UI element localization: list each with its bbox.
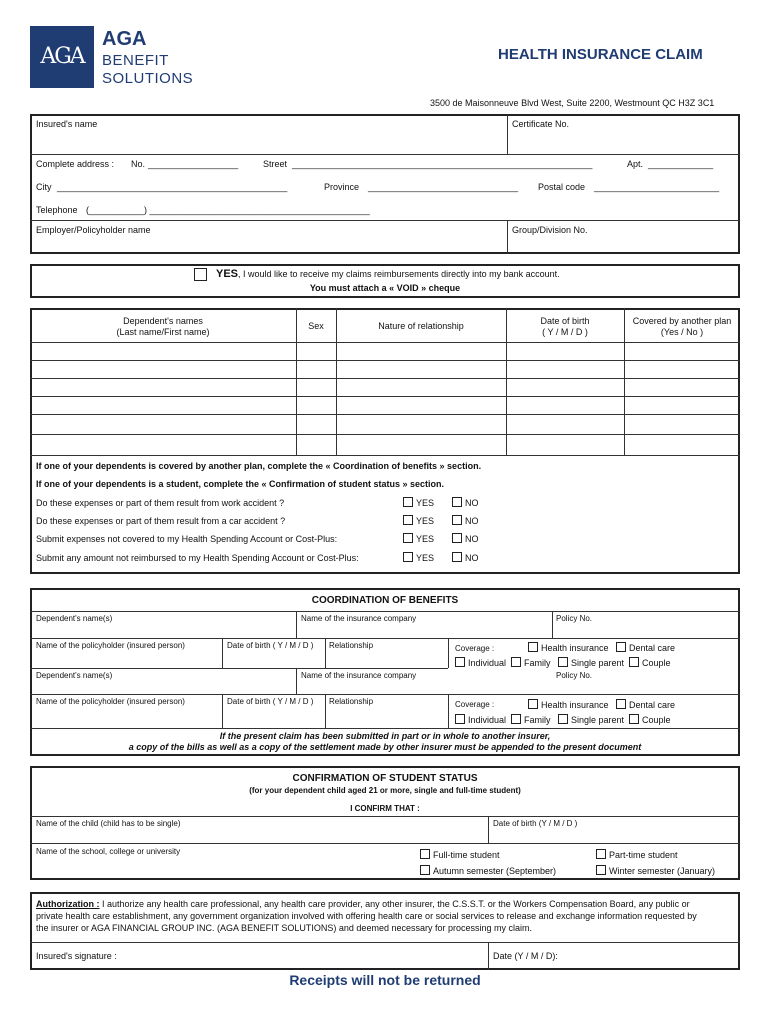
page-title: HEALTH INSURANCE CLAIM (498, 46, 703, 63)
student-subtitle: (for your dependent child aged 21 or more, single and full-time student) (249, 786, 521, 795)
coordination-note (30, 731, 740, 753)
dental-label: Dental care (629, 700, 676, 710)
address-no-label: No. (131, 159, 146, 169)
street-field[interactable]: ____________________________________________________________ (292, 159, 593, 169)
signature-label: Insured's signature : (36, 951, 117, 961)
checkbox[interactable] (629, 714, 639, 724)
coord-policy-label-2: Policy No. (556, 671, 593, 680)
couple-label: Couple (642, 658, 671, 668)
checkbox[interactable] (455, 714, 465, 724)
address-no-field[interactable]: __________________ (148, 159, 239, 169)
hsa-not-reimbursed-yes[interactable] (403, 552, 434, 563)
checkbox[interactable] (452, 533, 462, 543)
logo-text-solutions: SOLUTIONS (102, 70, 194, 87)
work-accident-yes[interactable] (403, 497, 434, 508)
yes-label: YES (416, 534, 435, 544)
student-winter[interactable] (596, 865, 715, 876)
dep-col-covered-line1: Covered by another plan (632, 316, 732, 326)
checkbox[interactable] (403, 552, 413, 562)
student-child-label: Name of the child (child has to be single) (36, 819, 181, 828)
telephone-field[interactable]: (___________) ____________________________________________ (86, 205, 370, 215)
dependents-note-coordination: If one of your dependents is covered by another plan, complete the « Coordination of benefits » section. (36, 461, 482, 471)
no-label: NO (465, 516, 479, 526)
authorization-text (36, 898, 697, 934)
coverage-health-1[interactable] (528, 642, 609, 653)
signature-field[interactable] (140, 946, 480, 966)
student-school-label: Name of the school, college or university (36, 847, 181, 856)
question-work-accident: Do these expenses or part of them result from work accident ? (36, 498, 285, 508)
postal-field[interactable]: _________________________ (594, 182, 720, 192)
authorization-label: Authorization : (36, 899, 100, 909)
checkbox[interactable] (629, 657, 639, 667)
checkbox[interactable] (616, 642, 626, 652)
checkbox[interactable] (452, 515, 462, 525)
checkbox[interactable] (596, 865, 606, 875)
health-label: Health insurance (541, 643, 609, 653)
car-accident-yes[interactable] (403, 515, 434, 526)
bank-deposit-text (216, 268, 560, 280)
parttime-label: Part-time student (609, 850, 678, 860)
void-cheque-note: You must attach a « VOID » cheque (309, 283, 461, 293)
student-confirm: I CONFIRM THAT : (350, 804, 420, 813)
group-label: Group/Division No. (512, 225, 588, 235)
dependents-note-student: If one of your dependents is a student, complete the « Confirmation of student status » section. (36, 479, 445, 489)
checkbox[interactable] (455, 657, 465, 667)
no-label: NO (465, 553, 479, 563)
authorization-line1: I authorize any health care professional, any health care provider, any other insurer, the C.S.S.T. or the Workers Compensation Board, any public or (99, 899, 690, 909)
no-label: NO (465, 498, 479, 508)
fulltime-label: Full-time student (433, 850, 500, 860)
company-address: 3500 de Maisonneuve Blvd West, Suite 2200, Westmount QC H3Z 3C1 (430, 98, 715, 108)
coverage-dental-1[interactable] (616, 642, 675, 653)
coordination-note-line2: a copy of the bills as well as a copy of the settlement made by other insurer must be appended to the present document (128, 742, 642, 752)
checkbox[interactable] (403, 533, 413, 543)
winter-label: Winter semester (January) (609, 866, 716, 876)
individual-label: Individual (468, 658, 507, 668)
student-fulltime[interactable] (420, 849, 500, 860)
coverage-individual-1[interactable] (455, 657, 506, 668)
coord-insurer-label-2: Name of the insurance company (301, 671, 417, 680)
dep-col-sex: Sex (308, 321, 324, 331)
certificate-field[interactable] (512, 132, 734, 150)
hsa-not-reimbursed-no[interactable] (452, 552, 479, 563)
checkbox[interactable] (452, 497, 462, 507)
work-accident-no[interactable] (452, 497, 479, 508)
bank-yes-label: YES (216, 268, 239, 280)
dep-col-covered (624, 316, 740, 338)
date-label: Date (Y / M / D): (493, 951, 558, 961)
province-label: Province (324, 182, 360, 192)
hsa-not-covered-no[interactable] (452, 533, 479, 544)
coverage-health-2[interactable] (528, 699, 609, 710)
health-label: Health insurance (541, 700, 609, 710)
employer-label: Employer/Policyholder name (36, 225, 151, 235)
checkbox[interactable] (558, 714, 568, 724)
insured-name-label: Insured's name (36, 119, 98, 129)
coverage-family-1[interactable] (511, 657, 551, 668)
coord-relationship-label-2: Relationship (329, 697, 374, 706)
certificate-label: Certificate No. (512, 119, 570, 129)
coverage-dental-2[interactable] (616, 699, 675, 710)
no-label: NO (465, 534, 479, 544)
apt-field[interactable]: _____________ (648, 159, 714, 169)
coverage-label-2: Coverage : (455, 700, 495, 709)
student-dob-label: Date of birth (Y / M / D ) (493, 819, 578, 828)
coord-dob-label-1: Date of birth ( Y / M / D ) (227, 641, 314, 650)
checkbox[interactable] (511, 714, 521, 724)
checkbox[interactable] (403, 497, 413, 507)
yes-label: YES (416, 516, 435, 526)
coordination-note-line1: If the present claim has been submitted in part or in whole to another insurer, (219, 731, 551, 741)
dep-col-relationship: Nature of relationship (378, 321, 464, 331)
street-label: Street (263, 159, 288, 169)
employer-field[interactable] (36, 237, 501, 251)
logo (30, 26, 194, 90)
family-label: Family (524, 658, 551, 668)
dep-col-dob-line2: ( Y / M / D ) (542, 327, 588, 337)
group-field[interactable] (512, 237, 734, 251)
student-title: CONFIRMATION OF STUDENT STATUS (292, 773, 478, 784)
bank-deposit-checkbox[interactable] (194, 268, 207, 281)
coverage-single-parent-1[interactable] (558, 657, 624, 668)
coordination-title: COORDINATION OF BENEFITS (311, 595, 459, 606)
checkbox[interactable] (616, 699, 626, 709)
student-parttime[interactable] (596, 849, 678, 860)
yes-label: YES (416, 498, 435, 508)
receipts-notice: Receipts will not be returned (289, 972, 481, 988)
checkbox[interactable] (528, 699, 538, 709)
coord-dep-name-label-2: Dependent's name(s) (36, 671, 113, 680)
checkbox[interactable] (511, 657, 521, 667)
hsa-not-covered-yes[interactable] (403, 533, 434, 544)
address-label: Complete address : (36, 159, 115, 169)
yes-label: YES (416, 553, 435, 563)
individual-label: Individual (468, 715, 507, 725)
checkbox[interactable] (403, 515, 413, 525)
bank-text: , I would like to receive my claims reimbursements directly into my bank account. (238, 269, 560, 279)
checkbox[interactable] (452, 552, 462, 562)
coord-holder-label-2: Name of the policyholder (insured person) (36, 697, 185, 706)
question-hsa-not-reimbursed: Submit any amount not reimbursed to my Health Spending Account or Cost-Plus: (36, 553, 359, 563)
authorization-line3: the insurer or AGA FINANCIAL GROUP INC. (AGA BENEFIT SOLUTIONS) and deemed necessary for processing my claim. (36, 923, 532, 933)
coverage-family-2[interactable] (511, 714, 551, 725)
checkbox[interactable] (596, 849, 606, 859)
dental-label: Dental care (629, 643, 676, 653)
checkbox[interactable] (420, 865, 430, 875)
coverage-label-1: Coverage : (455, 644, 495, 653)
single-parent-label: Single parent (571, 658, 625, 668)
car-accident-no[interactable] (452, 515, 479, 526)
couple-label: Couple (642, 715, 671, 725)
coverage-individual-2[interactable] (455, 714, 506, 725)
coord-holder-label-1: Name of the policyholder (insured person) (36, 641, 185, 650)
date-field[interactable] (570, 946, 734, 966)
family-label: Family (524, 715, 551, 725)
autumn-label: Autumn semester (September) (433, 866, 557, 876)
logo-mark: AGA (30, 26, 94, 88)
authorization-line2: private health care establishment, any government organization involved with offering health care or social services to release and exchange information requested by (36, 911, 697, 921)
dep-col-names-line2: (Last name/First name) (116, 327, 210, 337)
coord-dob-label-2: Date of birth ( Y / M / D ) (227, 697, 314, 706)
logo-text-benefit: BENEFIT (102, 52, 169, 69)
coverage-couple-1[interactable] (629, 657, 671, 668)
checkbox[interactable] (528, 642, 538, 652)
checkbox[interactable] (558, 657, 568, 667)
dep-col-names (30, 316, 296, 338)
coverage-single-parent-2[interactable] (558, 714, 624, 725)
logo-text-aga: AGA (102, 28, 147, 50)
city-field[interactable]: ______________________________________________ (57, 182, 288, 192)
dep-col-dob (506, 316, 624, 338)
insured-name-field[interactable] (36, 132, 501, 150)
coord-policy-label-1: Policy No. (556, 614, 593, 623)
coord-relationship-label-1: Relationship (329, 641, 374, 650)
question-car-accident: Do these expenses or part of them result from a car accident ? (36, 516, 286, 526)
apt-label: Apt. (627, 159, 644, 169)
coord-insurer-label-1: Name of the insurance company (301, 614, 417, 623)
single-parent-label: Single parent (571, 715, 625, 725)
student-autumn[interactable] (420, 865, 556, 876)
city-label: City (36, 182, 52, 192)
telephone-label: Telephone (36, 205, 78, 215)
checkbox[interactable] (420, 849, 430, 859)
dep-col-dob-line1: Date of birth (540, 316, 590, 326)
coverage-couple-2[interactable] (629, 714, 671, 725)
question-hsa-not-covered: Submit expenses not covered to my Health Spending Account or Cost-Plus: (36, 534, 338, 544)
postal-label: Postal code (538, 182, 586, 192)
province-field[interactable]: ______________________________ (368, 182, 519, 192)
dep-col-names-line1: Dependent's names (123, 316, 203, 326)
dep-col-covered-line2: (Yes / No ) (660, 327, 704, 337)
coord-dep-names-label: Dependent's name(s) (36, 614, 113, 623)
